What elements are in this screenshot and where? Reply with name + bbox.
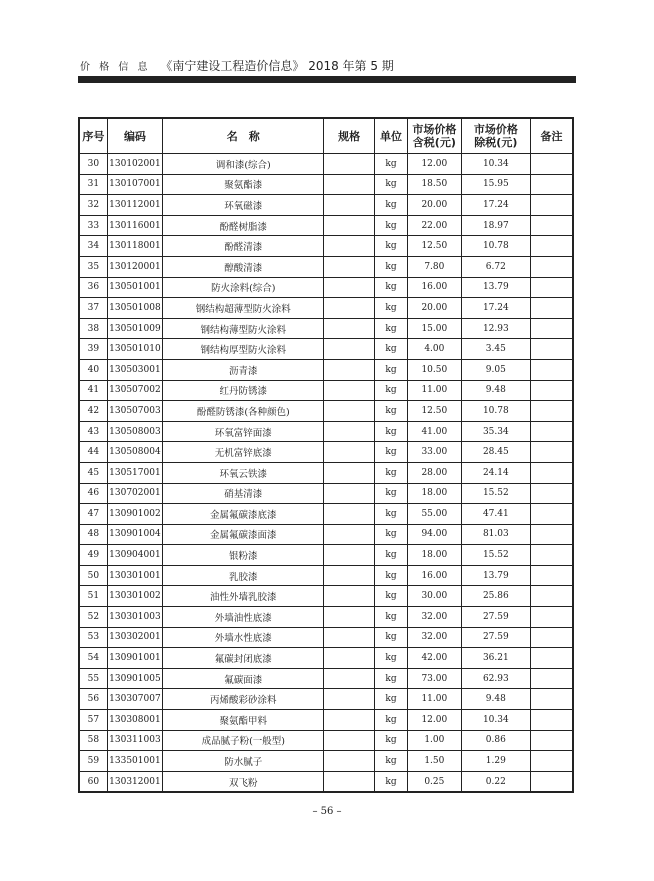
- cell-price-tax: 4.00: [408, 339, 461, 360]
- cell-price-tax: 12.50: [408, 236, 461, 257]
- cell-seq: 39: [79, 339, 107, 360]
- cell-note: [531, 565, 573, 586]
- cell-name: 环氧磁漆: [163, 195, 324, 216]
- table-row: [79, 298, 573, 319]
- cell-code: 130116001: [107, 215, 162, 236]
- cell-price-notax: 10.78: [461, 236, 531, 257]
- cell-note: [531, 401, 573, 422]
- cell-unit: kg: [374, 689, 407, 710]
- cell-spec: [324, 586, 374, 607]
- cell-code: 130901002: [107, 504, 162, 525]
- cell-spec: [324, 339, 374, 360]
- cell-price-notax: 15.52: [461, 545, 531, 566]
- cell-price-tax: 20.00: [408, 298, 461, 319]
- cell-code: 130501009: [107, 318, 162, 339]
- cell-code: 130102001: [107, 154, 162, 175]
- col-header-seq: 序号: [79, 118, 107, 154]
- cell-unit: kg: [374, 607, 407, 628]
- cell-spec: [324, 545, 374, 566]
- cell-price-tax: 15.00: [408, 318, 461, 339]
- cell-spec: [324, 565, 374, 586]
- cell-name: 红丹防锈漆: [163, 380, 324, 401]
- table-row: [79, 607, 573, 628]
- cell-seq: 55: [79, 668, 107, 689]
- cell-unit: kg: [374, 648, 407, 669]
- table-header-row: [79, 118, 573, 154]
- cell-seq: 38: [79, 318, 107, 339]
- cell-spec: [324, 256, 374, 277]
- cell-price-tax: 16.00: [408, 565, 461, 586]
- cell-code: 130507002: [107, 380, 162, 401]
- cell-note: [531, 380, 573, 401]
- cell-price-notax: 0.86: [461, 730, 531, 751]
- cell-seq: 48: [79, 524, 107, 545]
- cell-code: 130517001: [107, 462, 162, 483]
- cell-spec: [324, 421, 374, 442]
- col-header-code: 编码: [107, 118, 162, 154]
- cell-price-tax: 55.00: [408, 504, 461, 525]
- col-header-price-tax: [408, 118, 461, 154]
- cell-price-tax: 30.00: [408, 586, 461, 607]
- cell-name: 油性外墙乳胶漆: [163, 586, 324, 607]
- cell-spec: [324, 730, 374, 751]
- cell-code: 130507003: [107, 401, 162, 422]
- cell-unit: kg: [374, 401, 407, 422]
- cell-name: 乳胶漆: [163, 565, 324, 586]
- cell-seq: 30: [79, 154, 107, 175]
- cell-name: 钢结构薄型防火涂料: [163, 318, 324, 339]
- cell-note: [531, 195, 573, 216]
- cell-code: 130501001: [107, 277, 162, 298]
- cell-unit: kg: [374, 298, 407, 319]
- table-row: [79, 668, 573, 689]
- table-row: [79, 318, 573, 339]
- cell-price-notax: 10.34: [461, 154, 531, 175]
- cell-code: 130501008: [107, 298, 162, 319]
- table-row: [79, 442, 573, 463]
- cell-note: [531, 359, 573, 380]
- cell-note: [531, 751, 573, 772]
- table-row: [79, 627, 573, 648]
- cell-price-notax: 35.34: [461, 421, 531, 442]
- cell-seq: 58: [79, 730, 107, 751]
- cell-note: [531, 215, 573, 236]
- cell-code: 130901005: [107, 668, 162, 689]
- cell-price-notax: 0.22: [461, 771, 531, 792]
- cell-note: [531, 174, 573, 195]
- cell-price-notax: 15.52: [461, 483, 531, 504]
- cell-note: [531, 298, 573, 319]
- cell-price-tax: 73.00: [408, 668, 461, 689]
- table-row: [79, 504, 573, 525]
- table-row: [79, 195, 573, 216]
- cell-code: 130901004: [107, 524, 162, 545]
- cell-price-notax: 13.79: [461, 565, 531, 586]
- cell-unit: kg: [374, 256, 407, 277]
- price-table: [78, 117, 574, 793]
- cell-price-notax: 25.86: [461, 586, 531, 607]
- cell-spec: [324, 359, 374, 380]
- cell-price-tax: 0.25: [408, 771, 461, 792]
- cell-unit: kg: [374, 565, 407, 586]
- cell-code: 130901001: [107, 648, 162, 669]
- col-header-price-notax-line2: 除税(元): [474, 136, 518, 149]
- cell-seq: 60: [79, 771, 107, 792]
- table-row: [79, 154, 573, 175]
- cell-unit: kg: [374, 483, 407, 504]
- cell-name: 氟碳封闭底漆: [163, 648, 324, 669]
- cell-note: [531, 668, 573, 689]
- table-row: [79, 380, 573, 401]
- cell-seq: 45: [79, 462, 107, 483]
- cell-price-tax: 42.00: [408, 648, 461, 669]
- cell-spec: [324, 483, 374, 504]
- cell-code: 133501001: [107, 751, 162, 772]
- col-header-spec: 规格: [324, 118, 374, 154]
- cell-spec: [324, 236, 374, 257]
- cell-name: 丙烯酸彩砂涂料: [163, 689, 324, 710]
- cell-name: 聚氨酯漆: [163, 174, 324, 195]
- cell-spec: [324, 462, 374, 483]
- cell-note: [531, 504, 573, 525]
- cell-unit: kg: [374, 545, 407, 566]
- cell-code: 130508003: [107, 421, 162, 442]
- cell-unit: kg: [374, 277, 407, 298]
- col-header-price-tax-line2: 含税(元): [412, 136, 456, 149]
- cell-note: [531, 771, 573, 792]
- table-row: [79, 710, 573, 731]
- table-row: [79, 215, 573, 236]
- cell-spec: [324, 648, 374, 669]
- cell-code: 130120001: [107, 256, 162, 277]
- cell-note: [531, 339, 573, 360]
- cell-price-notax: 6.72: [461, 256, 531, 277]
- cell-unit: kg: [374, 462, 407, 483]
- cell-unit: kg: [374, 174, 407, 195]
- cell-seq: 46: [79, 483, 107, 504]
- cell-spec: [324, 668, 374, 689]
- cell-price-tax: 20.00: [408, 195, 461, 216]
- cell-price-notax: 10.78: [461, 401, 531, 422]
- cell-code: 130107001: [107, 174, 162, 195]
- cell-spec: [324, 401, 374, 422]
- cell-name: 钢结构超薄型防火涂料: [163, 298, 324, 319]
- cell-note: [531, 586, 573, 607]
- table-row: [79, 771, 573, 792]
- cell-spec: [324, 504, 374, 525]
- cell-price-tax: 16.00: [408, 277, 461, 298]
- cell-unit: kg: [374, 215, 407, 236]
- cell-price-notax: 28.45: [461, 442, 531, 463]
- cell-seq: 41: [79, 380, 107, 401]
- cell-spec: [324, 174, 374, 195]
- cell-unit: kg: [374, 710, 407, 731]
- cell-price-tax: 22.00: [408, 215, 461, 236]
- cell-spec: [324, 318, 374, 339]
- cell-spec: [324, 154, 374, 175]
- cell-price-tax: 11.00: [408, 380, 461, 401]
- cell-note: [531, 730, 573, 751]
- cell-code: 130508004: [107, 442, 162, 463]
- cell-price-notax: 27.59: [461, 627, 531, 648]
- cell-unit: kg: [374, 771, 407, 792]
- cell-spec: [324, 298, 374, 319]
- cell-unit: kg: [374, 421, 407, 442]
- table-row: [79, 689, 573, 710]
- cell-price-notax: 17.24: [461, 195, 531, 216]
- cell-note: [531, 236, 573, 257]
- table-row: [79, 236, 573, 257]
- cell-note: [531, 318, 573, 339]
- cell-seq: 54: [79, 648, 107, 669]
- cell-price-notax: 24.14: [461, 462, 531, 483]
- cell-unit: kg: [374, 359, 407, 380]
- cell-seq: 33: [79, 215, 107, 236]
- header-section: 价 格 信 息: [80, 62, 151, 73]
- cell-code: 130112001: [107, 195, 162, 216]
- cell-seq: 32: [79, 195, 107, 216]
- cell-price-notax: 13.79: [461, 277, 531, 298]
- cell-name: 酚醛清漆: [163, 236, 324, 257]
- cell-unit: kg: [374, 627, 407, 648]
- cell-price-tax: 94.00: [408, 524, 461, 545]
- cell-note: [531, 442, 573, 463]
- cell-price-notax: 9.48: [461, 380, 531, 401]
- table-row: [79, 751, 573, 772]
- cell-price-notax: 47.41: [461, 504, 531, 525]
- cell-seq: 57: [79, 710, 107, 731]
- col-header-unit: 单位: [374, 118, 407, 154]
- table-row: [79, 730, 573, 751]
- cell-seq: 34: [79, 236, 107, 257]
- cell-spec: [324, 380, 374, 401]
- col-header-price-notax-line1: 市场价格: [473, 123, 518, 136]
- cell-seq: 53: [79, 627, 107, 648]
- table-row: [79, 174, 573, 195]
- cell-seq: 43: [79, 421, 107, 442]
- cell-price-tax: 12.50: [408, 401, 461, 422]
- cell-price-tax: 32.00: [408, 627, 461, 648]
- cell-name: 环氧富锌面漆: [163, 421, 324, 442]
- col-header-note: 备注: [531, 118, 573, 154]
- cell-note: [531, 648, 573, 669]
- table-row: [79, 421, 573, 442]
- cell-price-notax: 3.45: [461, 339, 531, 360]
- cell-unit: kg: [374, 380, 407, 401]
- cell-unit: kg: [374, 730, 407, 751]
- cell-price-tax: 10.50: [408, 359, 461, 380]
- cell-spec: [324, 771, 374, 792]
- cell-unit: kg: [374, 195, 407, 216]
- cell-seq: 50: [79, 565, 107, 586]
- cell-code: 130702001: [107, 483, 162, 504]
- cell-code: 130301001: [107, 565, 162, 586]
- table-row: [79, 524, 573, 545]
- cell-price-tax: 12.00: [408, 710, 461, 731]
- cell-code: 130118001: [107, 236, 162, 257]
- cell-unit: kg: [374, 668, 407, 689]
- table-row: [79, 462, 573, 483]
- table-row: [79, 483, 573, 504]
- cell-seq: 56: [79, 689, 107, 710]
- cell-name: 金属氟碳漆底漆: [163, 504, 324, 525]
- table-row: [79, 401, 573, 422]
- table-body: [79, 154, 573, 793]
- cell-price-notax: 1.29: [461, 751, 531, 772]
- cell-note: [531, 545, 573, 566]
- cell-seq: 52: [79, 607, 107, 628]
- cell-name: 醇酸清漆: [163, 256, 324, 277]
- cell-spec: [324, 195, 374, 216]
- cell-unit: kg: [374, 318, 407, 339]
- cell-price-tax: 12.00: [408, 154, 461, 175]
- cell-name: 酚醛树脂漆: [163, 215, 324, 236]
- cell-price-notax: 9.48: [461, 689, 531, 710]
- table-row: [79, 648, 573, 669]
- header-title: 《南宁建设工程造价信息》 2018 年第 5 期: [160, 59, 394, 73]
- table-row: [79, 586, 573, 607]
- cell-seq: 42: [79, 401, 107, 422]
- cell-code: 130307007: [107, 689, 162, 710]
- cell-name: 调和漆(综合): [163, 154, 324, 175]
- cell-spec: [324, 215, 374, 236]
- cell-name: 硝基清漆: [163, 483, 324, 504]
- cell-price-tax: 33.00: [408, 442, 461, 463]
- cell-code: 130302001: [107, 627, 162, 648]
- table-row: [79, 277, 573, 298]
- cell-name: 防火涂料(综合): [163, 277, 324, 298]
- cell-price-notax: 17.24: [461, 298, 531, 319]
- cell-spec: [324, 442, 374, 463]
- cell-price-tax: 18.00: [408, 545, 461, 566]
- cell-name: 外墙油性底漆: [163, 607, 324, 628]
- col-header-price-tax-line1: 市场价格: [412, 123, 457, 136]
- cell-price-tax: 1.00: [408, 730, 461, 751]
- cell-code: 130301002: [107, 586, 162, 607]
- cell-name: 聚氨酯甲料: [163, 710, 324, 731]
- cell-price-notax: 18.97: [461, 215, 531, 236]
- header-rule: [78, 76, 576, 83]
- page-number: – 56 –: [312, 806, 342, 817]
- cell-seq: 40: [79, 359, 107, 380]
- cell-unit: kg: [374, 339, 407, 360]
- cell-spec: [324, 710, 374, 731]
- cell-code: 130311003: [107, 730, 162, 751]
- cell-unit: kg: [374, 524, 407, 545]
- cell-code: 130503001: [107, 359, 162, 380]
- cell-name: 沥青漆: [163, 359, 324, 380]
- cell-price-tax: 7.80: [408, 256, 461, 277]
- cell-price-notax: 10.34: [461, 710, 531, 731]
- cell-name: 氟碳面漆: [163, 668, 324, 689]
- cell-seq: 35: [79, 256, 107, 277]
- cell-seq: 31: [79, 174, 107, 195]
- cell-note: [531, 462, 573, 483]
- cell-seq: 49: [79, 545, 107, 566]
- cell-name: 环氧云铁漆: [163, 462, 324, 483]
- cell-unit: kg: [374, 154, 407, 175]
- table-row: [79, 545, 573, 566]
- cell-unit: kg: [374, 504, 407, 525]
- cell-code: 130301003: [107, 607, 162, 628]
- cell-unit: kg: [374, 751, 407, 772]
- cell-code: 130501010: [107, 339, 162, 360]
- cell-name: 银粉漆: [163, 545, 324, 566]
- cell-code: 130904001: [107, 545, 162, 566]
- cell-name: 成品腻子粉(一般型): [163, 730, 324, 751]
- cell-price-tax: 1.50: [408, 751, 461, 772]
- cell-note: [531, 483, 573, 504]
- cell-spec: [324, 689, 374, 710]
- table-row: [79, 339, 573, 360]
- cell-name: 防水腻子: [163, 751, 324, 772]
- cell-price-notax: 15.95: [461, 174, 531, 195]
- cell-price-tax: 18.00: [408, 483, 461, 504]
- table-row: [79, 256, 573, 277]
- cell-seq: 47: [79, 504, 107, 525]
- cell-spec: [324, 751, 374, 772]
- cell-note: [531, 689, 573, 710]
- cell-note: [531, 524, 573, 545]
- cell-note: [531, 277, 573, 298]
- cell-name: 金属氟碳漆面漆: [163, 524, 324, 545]
- cell-code: 130308001: [107, 710, 162, 731]
- cell-name: 双飞粉: [163, 771, 324, 792]
- cell-unit: kg: [374, 442, 407, 463]
- cell-price-tax: 32.00: [408, 607, 461, 628]
- cell-note: [531, 256, 573, 277]
- cell-price-notax: 62.93: [461, 668, 531, 689]
- cell-price-tax: 18.50: [408, 174, 461, 195]
- page-header: [80, 58, 580, 74]
- cell-note: [531, 421, 573, 442]
- cell-price-notax: 9.05: [461, 359, 531, 380]
- cell-note: [531, 607, 573, 628]
- cell-note: [531, 710, 573, 731]
- cell-name: 无机富锌底漆: [163, 442, 324, 463]
- cell-price-notax: 36.21: [461, 648, 531, 669]
- cell-code: 130312001: [107, 771, 162, 792]
- cell-seq: 59: [79, 751, 107, 772]
- cell-price-notax: 81.03: [461, 524, 531, 545]
- cell-seq: 37: [79, 298, 107, 319]
- cell-price-tax: 11.00: [408, 689, 461, 710]
- cell-spec: [324, 607, 374, 628]
- cell-price-tax: 41.00: [408, 421, 461, 442]
- cell-spec: [324, 524, 374, 545]
- cell-note: [531, 627, 573, 648]
- cell-name: 外墙水性底漆: [163, 627, 324, 648]
- cell-seq: 44: [79, 442, 107, 463]
- table-row: [79, 565, 573, 586]
- cell-name: 酚醛防锈漆(各种颜色): [163, 401, 324, 422]
- cell-unit: kg: [374, 586, 407, 607]
- col-header-price-notax: [461, 118, 531, 154]
- table-row: [79, 359, 573, 380]
- cell-price-tax: 28.00: [408, 462, 461, 483]
- cell-unit: kg: [374, 236, 407, 257]
- cell-price-notax: 12.93: [461, 318, 531, 339]
- cell-spec: [324, 627, 374, 648]
- cell-spec: [324, 277, 374, 298]
- cell-name: 钢结构厚型防火涂料: [163, 339, 324, 360]
- cell-seq: 51: [79, 586, 107, 607]
- cell-note: [531, 154, 573, 175]
- cell-seq: 36: [79, 277, 107, 298]
- col-header-name: 名 称: [163, 118, 324, 154]
- cell-price-notax: 27.59: [461, 607, 531, 628]
